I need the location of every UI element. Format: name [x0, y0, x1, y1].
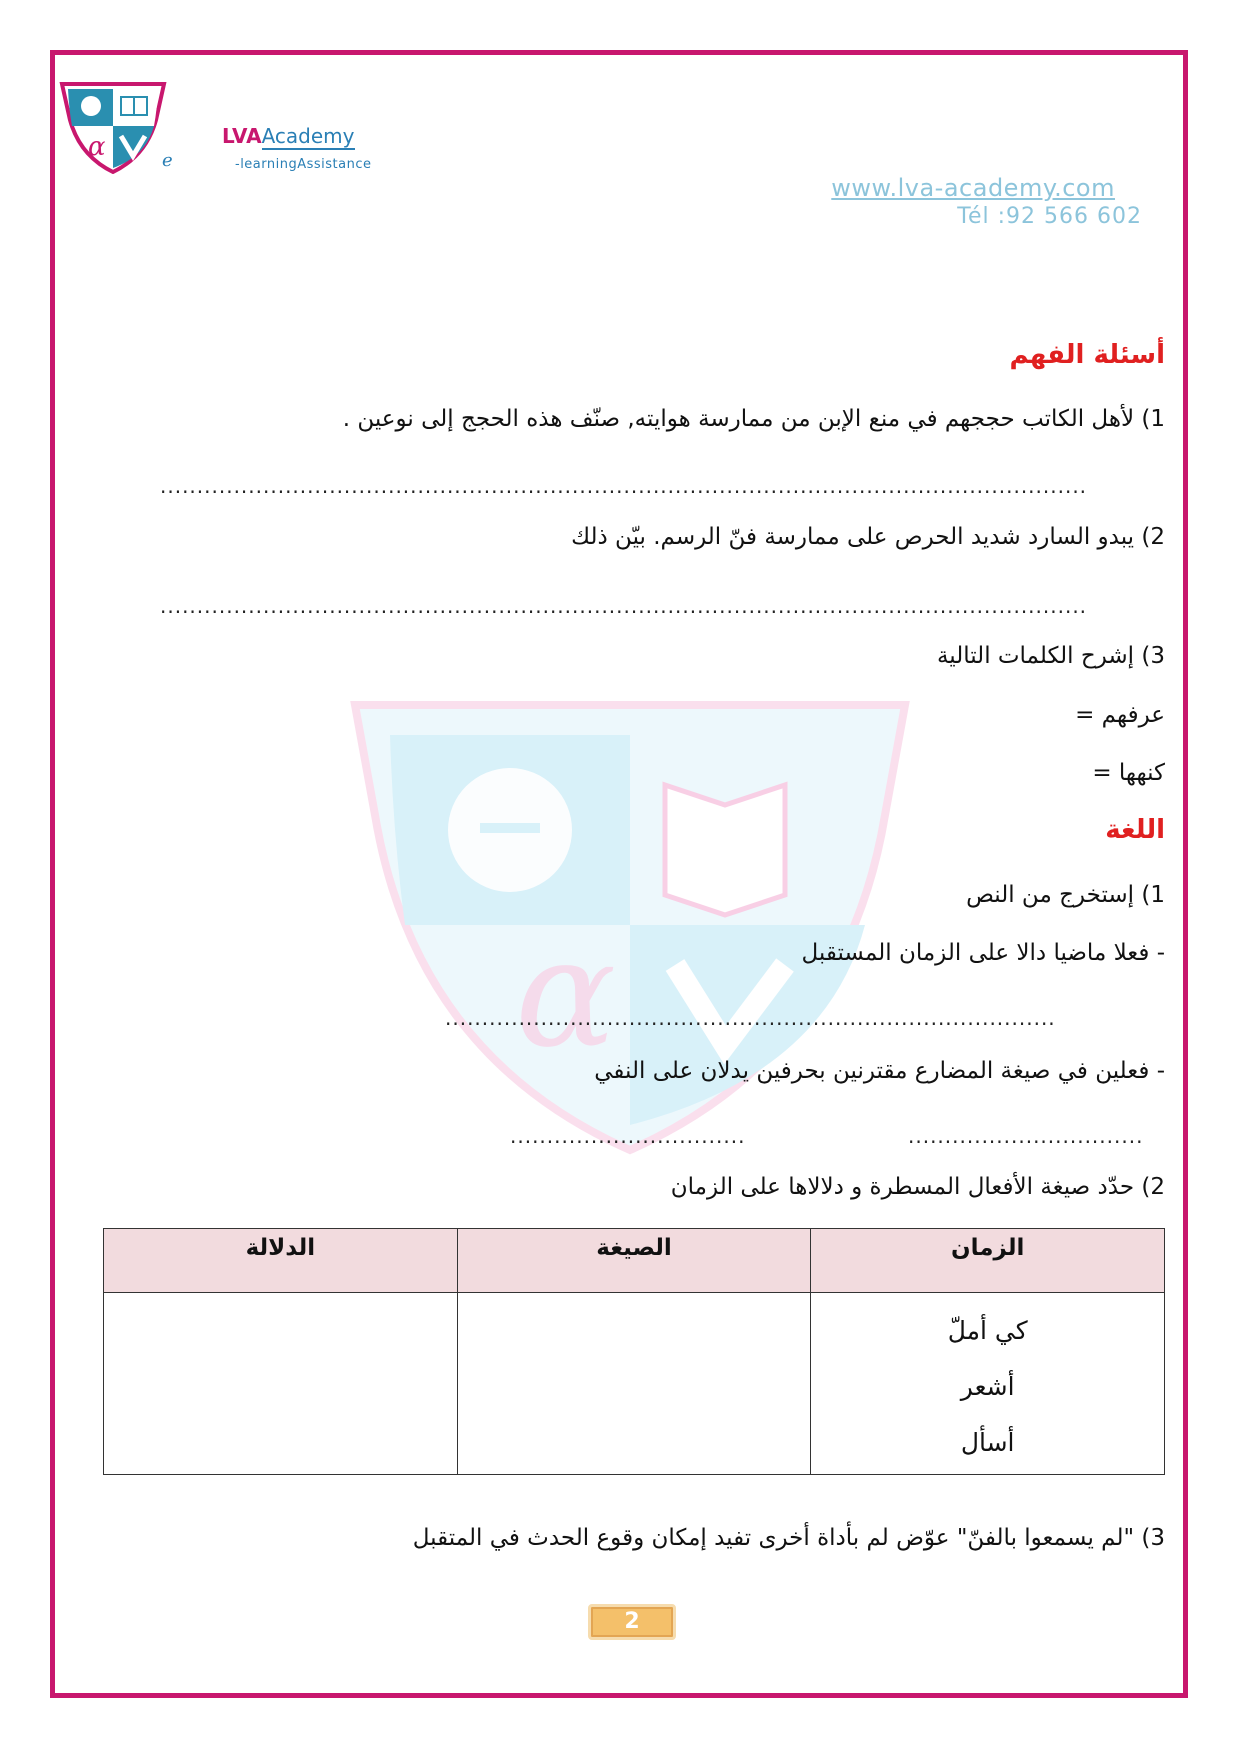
verb-2: أشعر [960, 1372, 1015, 1401]
lva-academy-logo [58, 80, 168, 174]
answer-line-3[interactable]: ................................................................................... [445, 1006, 1056, 1030]
language-question-1b: - فعلين في صيغة المضارع مقترنين بحرفين يدلان على النفي [594, 1058, 1165, 1084]
vocab-word-1: عرفهم = [1075, 702, 1165, 728]
phone-number: Tél :92 566 602 [957, 204, 1142, 229]
table-header-time: الزمان [811, 1229, 1165, 1293]
brand-e-letter: e [162, 150, 173, 171]
language-question-3: 3) "لم يسمعوا بالفنّ" عوّض لم بأداة أخرى تفيد إمكان وقوع الحدث في المتقبل [412, 1525, 1165, 1551]
vocab-word-2: كنهها = [1092, 760, 1165, 786]
table-cell-form[interactable] [457, 1293, 811, 1475]
brand-name [222, 124, 355, 148]
table-cell-meaning[interactable] [104, 1293, 458, 1475]
answer-line-4a[interactable]: ................................ [908, 1124, 1144, 1148]
verb-3: أسأل [960, 1428, 1015, 1457]
comprehension-question-2: 2) يبدو السارد شديد الحرص على ممارسة فنّ الرسم. بيّن ذلك [571, 524, 1165, 550]
watermark-shield-icon [345, 695, 915, 1155]
language-heading: اللغة [1105, 815, 1165, 845]
language-question-1a: - فعلا ماضيا دالا على الزمان المستقبل [801, 940, 1165, 966]
table-row [104, 1293, 1165, 1475]
table-header-meaning: الدلالة [104, 1229, 458, 1293]
svg-text:α: α [515, 907, 617, 1081]
comprehension-question-1: 1) لأهل الكاتب حججهم في منع الإبن من ممارسة هوايته, صنّف هذه الحجج إلى نوعين . [342, 406, 1165, 432]
comprehension-heading: أسئلة الفهم [1009, 340, 1165, 370]
verb-1: كي أملّ [947, 1316, 1028, 1345]
brand-tagline: -learningAssistance [235, 157, 372, 172]
language-question-1: 1) إستخرج من النص [966, 882, 1165, 908]
table-cell-verbs [811, 1293, 1165, 1475]
brand-lva: LVA [222, 124, 262, 148]
comprehension-question-3: 3) إشرح الكلمات التالية [936, 643, 1165, 669]
page-number-badge: 2 [588, 1604, 676, 1640]
verbs-table [103, 1228, 1165, 1475]
answer-line-1[interactable]: .............................................................................................................................. [160, 474, 1088, 498]
brand-academy: Academy [261, 124, 355, 148]
svg-text:α: α [88, 132, 106, 162]
answer-line-4b[interactable]: ................................ [510, 1124, 746, 1148]
table-header-form: الصيغة [457, 1229, 811, 1293]
answer-line-2[interactable]: .............................................................................................................................. [160, 594, 1088, 618]
website-link[interactable]: www.lva-academy.com [831, 174, 1115, 202]
language-question-2: 2) حدّد صيغة الأفعال المسطرة و دلالاها على الزمان [670, 1174, 1165, 1200]
